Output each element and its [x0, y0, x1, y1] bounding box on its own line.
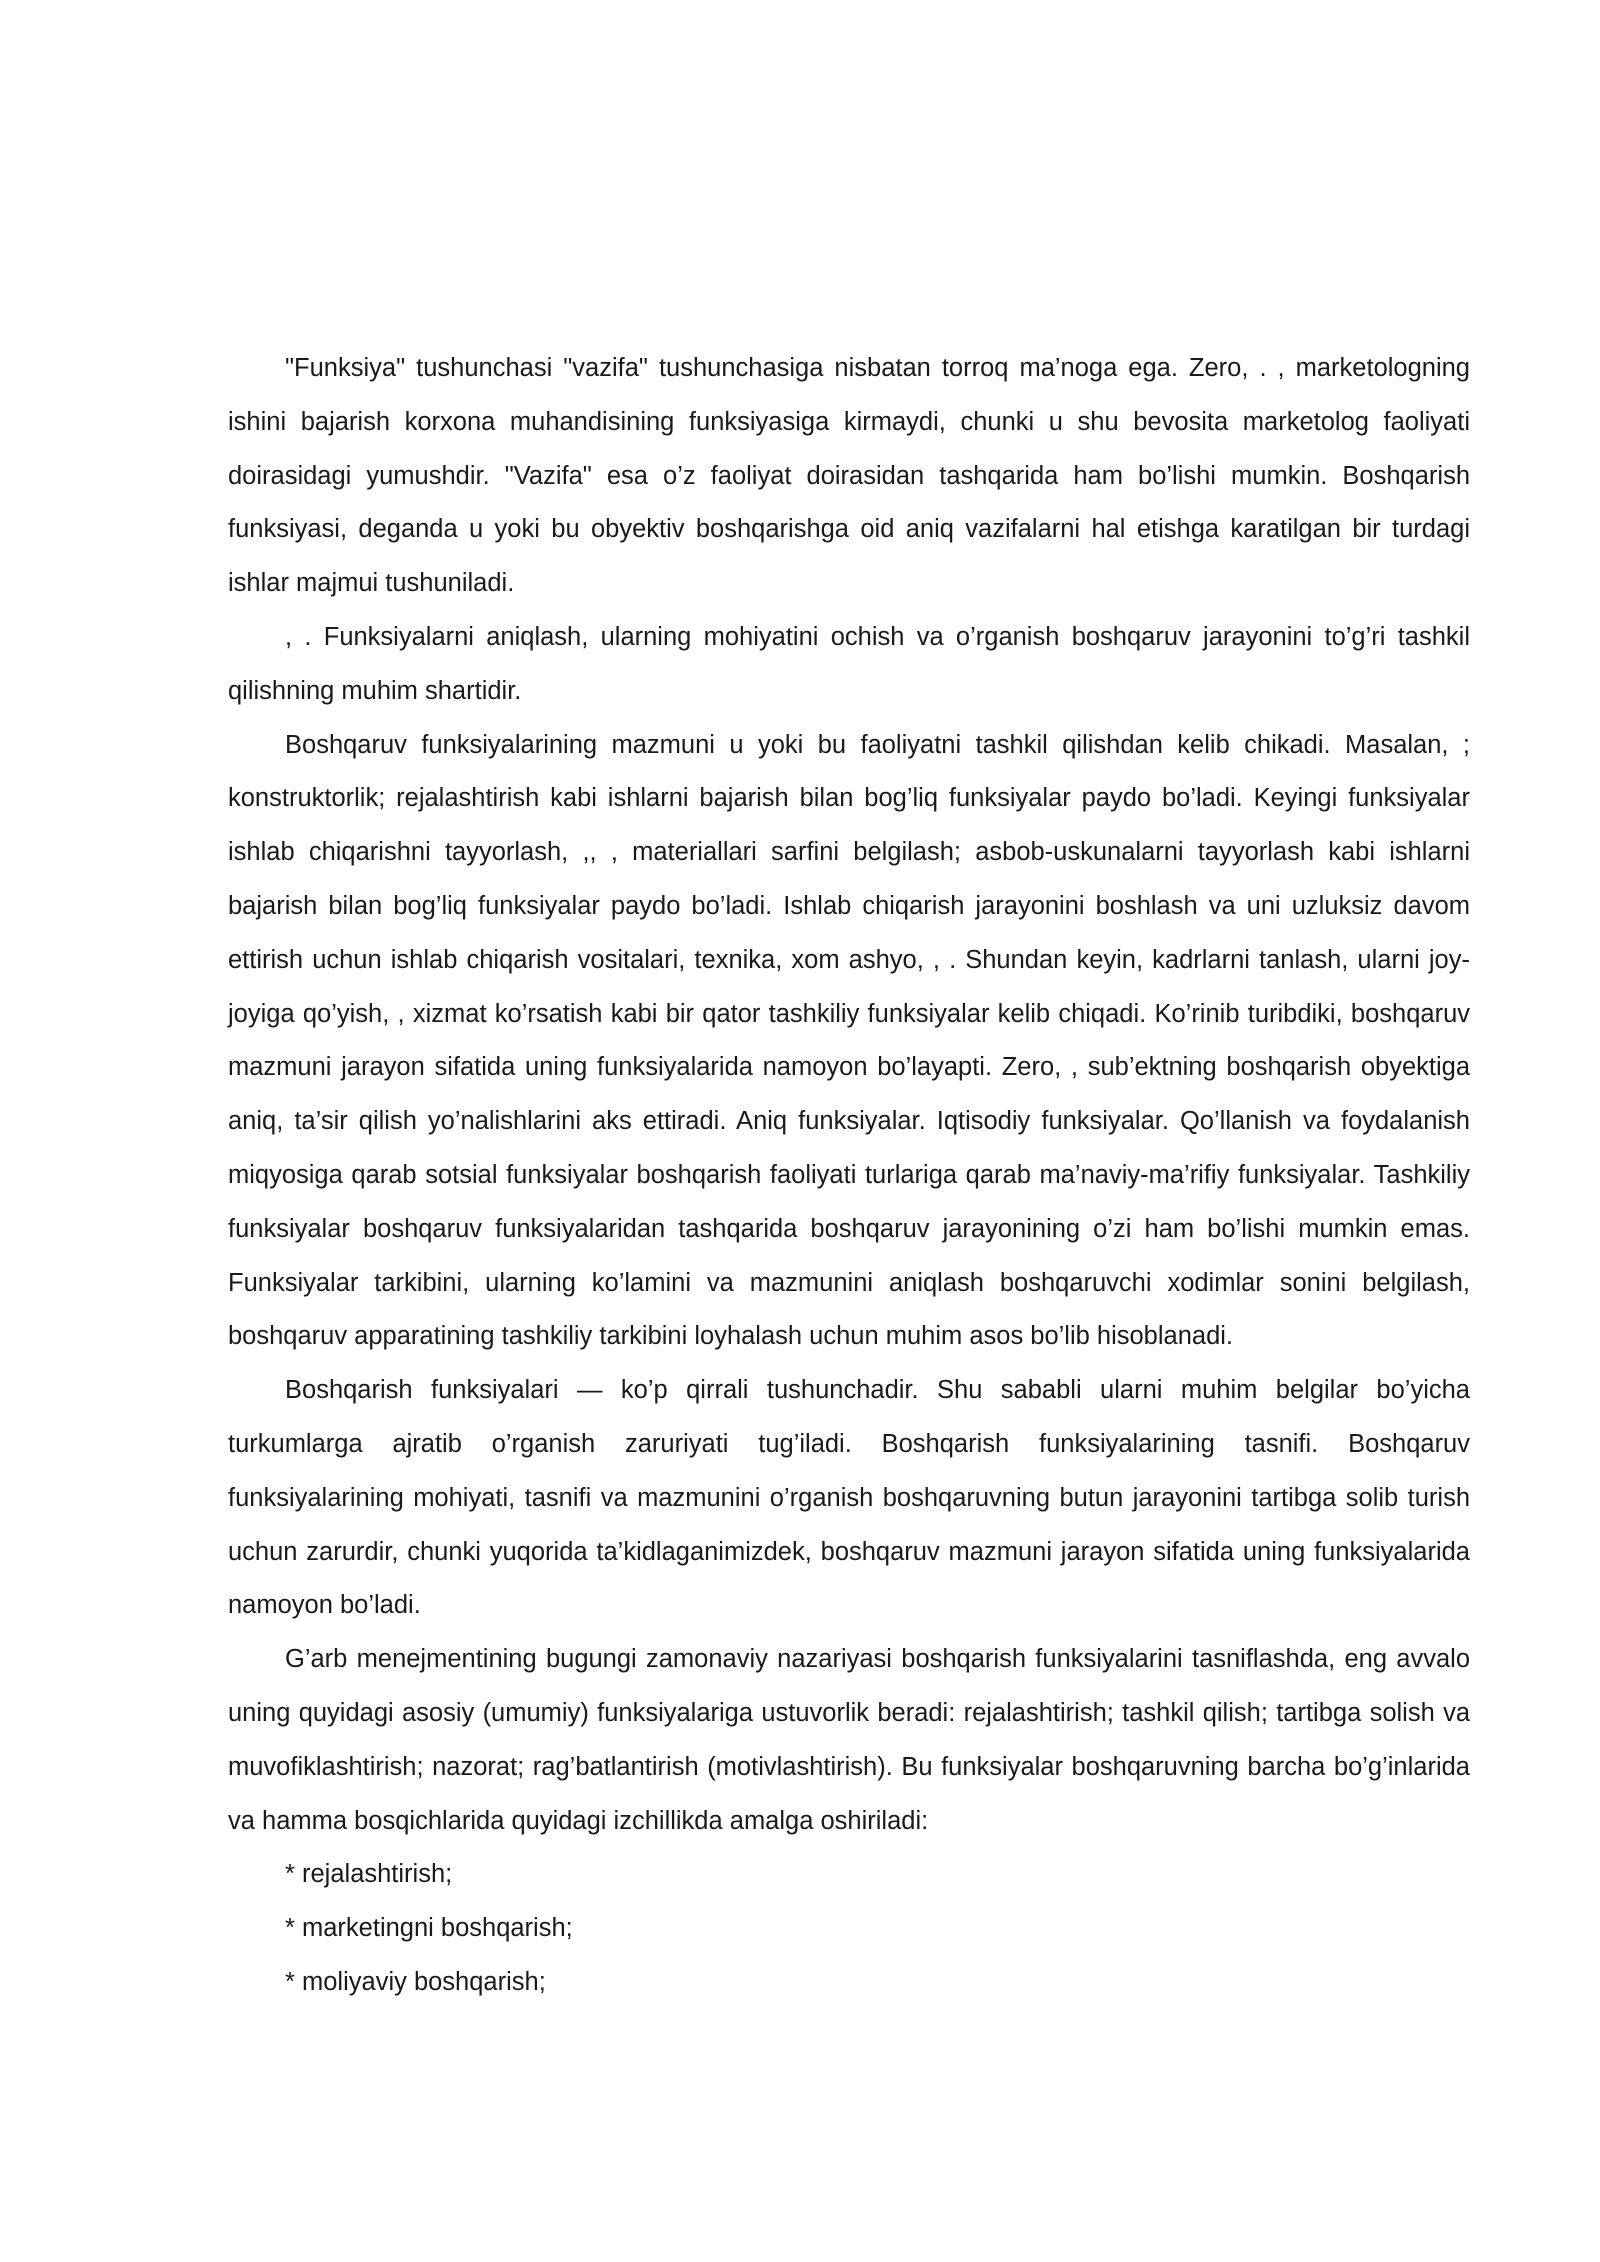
paragraph-3: Boshqaruv funksiyalarining mazmuni u yoki bu faoliyatni tashkil qilishdan kelib chikadi. Masalan, ; konstruktorlik; rejalashtirish kabi ishlarni bajarish bilan bog’liq funksiyalar paydo bo’ladi. Keyingi funksiyalar ishlab chiqarishni tayyorlash, ,, , materiallari sarfini belgilash; asbob-uskunalarni tayyorlash kabi ishlarni bajarish bilan bog’liq funksiyalar paydo bo’ladi. Ishlab chiqarish jarayonini boshlash va uni uzluksiz davom ettirish uchun ishlab chiqarish vositalari, texnika, xom ashyo, , . Shundan keyin, kadrlarni tanlash, ularni joy-joyiga qo’yish, , xizmat ko’rsatish kabi bir qator tashkiliy funksiyalar kelib chiqadi. Ko’rinib turibdiki, boshqaruv mazmuni jarayon sifatida uning funksiyalarida namoyon bo’layapti. Zero, , sub’ektning boshqarish obyektiga aniq, ta’sir qilish yo’nalishlarini aks ettiradi. Aniq funksiyalar. Iqtisodiy funksiyalar. Qo’llanish va foydalanish miqyosiga qarab sotsial funksiyalar boshqarish faoliyati turlariga qarab ma’naviy-ma’rifiy funksiyalar. Tashkiliy funksiyalar boshqaruv funksiyalaridan tashqarida boshqaruv jarayonining o’zi ham bo’lishi mumkin emas. Funksiyalar tarkibini, ularning ko’lamini va mazmunini aniqlash boshqaruvchi xodimlar sonini belgilash, boshqaruv apparatining tashkiliy tarkibini loyhalash uchun muhim asos bo’lib hisoblanadi. — [228, 730, 1470, 1351]
bullet-item-2: * marketingni boshqarish; — [285, 1914, 573, 1943]
bullet-item-1: * rejalashtirish; — [285, 1860, 453, 1889]
paragraph-4: Boshqarish funksiyalari — ko’p qirrali tushunchadir. Shu sababli ularni muhim belgilar bo’yicha turkumlarga ajratib o’rganish zaruriyati tug’iladi. Boshqarish funksiyalarining tasnifi. Boshqaruv funksiyalarining mohiyati, tasnifi va mazmunini o’rganish boshqaruvning butun jarayonini tartibga solib turish uchun zarurdir, chunki yuqorida ta’kidlaganimizdek, boshqaruv mazmuni jarayon sifatida uning funksiyalarida namoyon bo’ladi. — [228, 1376, 1470, 1620]
paragraph-5: G’arb menejmentining bugungi zamonaviy nazariyasi boshqarish funksiyalarini tasniflashda, eng avvalo uning quyidagi asosiy (umumiy) funksiyalariga ustuvorlik beradi: rejalashtirish; tashkil qilish; tartibga solish va muvofiklashtirish; nazorat; rag’batlantirish (motivlashtirish). Bu funksiyalar boshqaruvning barcha bo’g’inlarida va hamma bosqichlarida quyidagi izchillikda amalga oshiriladi: — [228, 1645, 1470, 1835]
paragraph-2: , . Funksiyalarni aniqlash, ularning mohiyatini ochish va o’rganish boshqaruv jarayonini to’g’ri tashkil qilishning muhim shartidir. — [228, 622, 1470, 705]
document-body — [228, 342, 1470, 2010]
bullet-item-3: * moliyaviy boshqarish; — [285, 1967, 546, 1996]
paragraph-1: "Funksiya" tushunchasi "vazifa" tushunchasiga nisbatan torroq ma’noga ega. Zero, . , marketologning ishini bajarish korxona muhandisining funksiyasiga kirmaydi, chunki u shu bevosita marketolog faoliyati doirasidagi yumushdir. "Vazifa" esa o’z faoliyat doirasidan tashqarida ham bo’lishi mumkin. Boshqarish funksiyasi, deganda u yoki bu obyektiv boshqarishga oid aniq vazifalarni hal etishga karatilgan bir turdagi ishlar majmui tushuniladi. — [228, 354, 1470, 598]
